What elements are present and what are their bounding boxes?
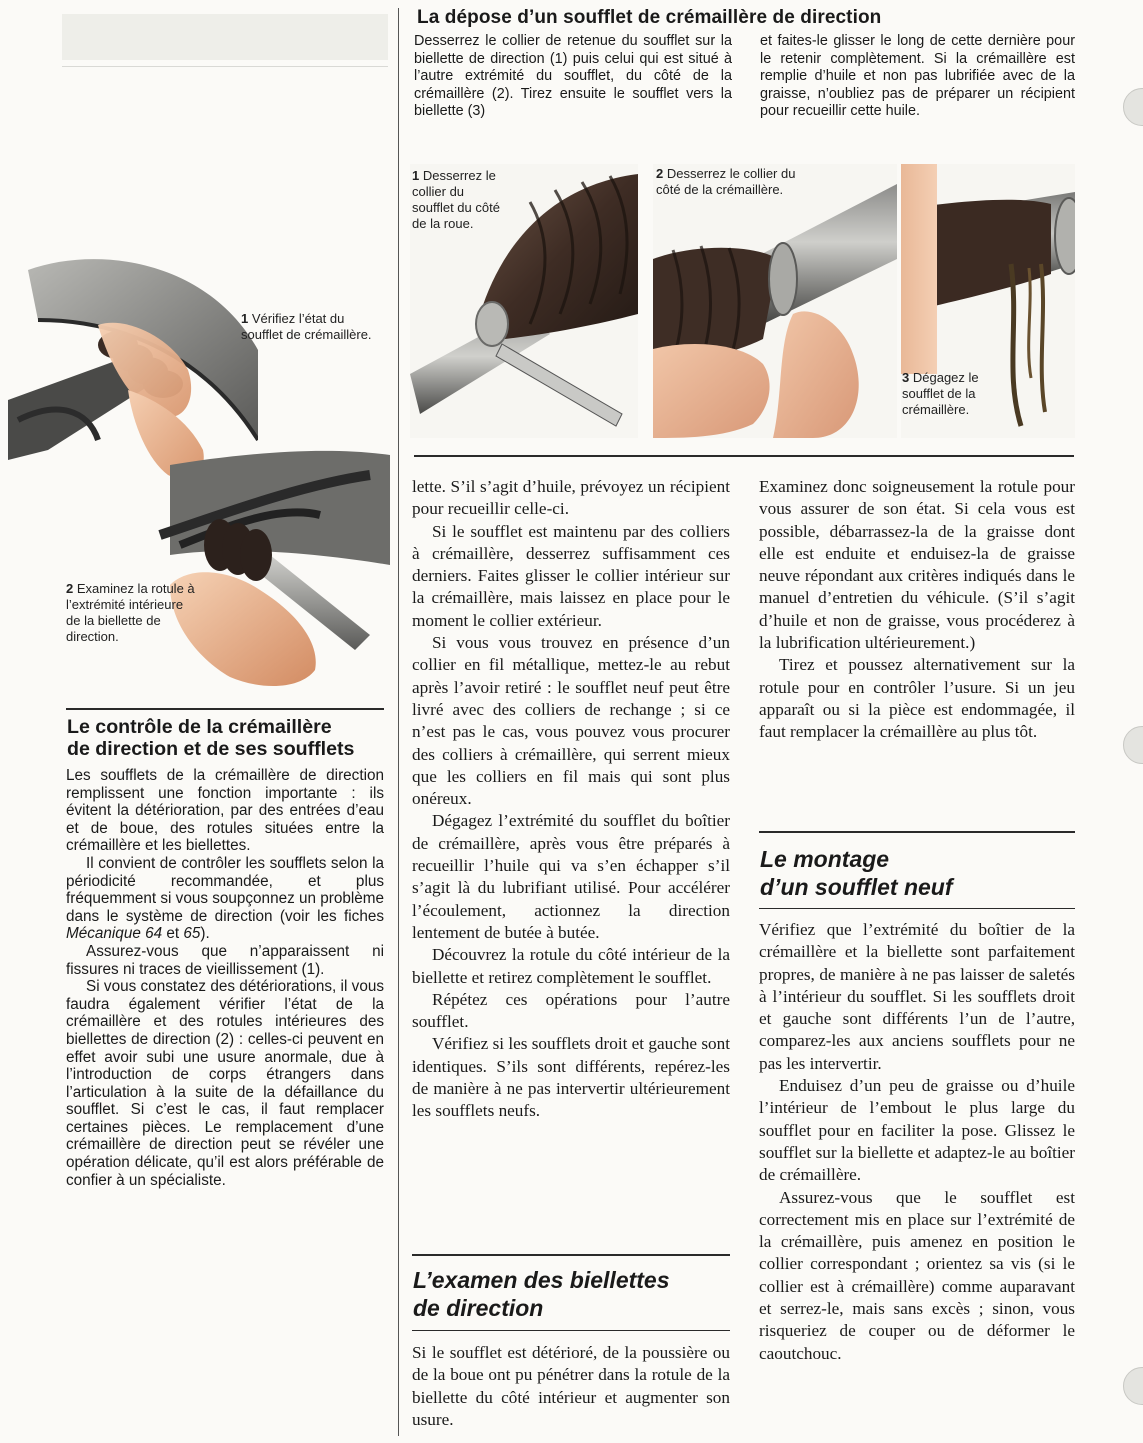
middle-paragraph-5: Découvrez la rotule du côté intérieur de la biellette et retirez complètement le soufflet.: [412, 945, 730, 987]
right-section-rule: [759, 831, 1075, 833]
caption-1-text: Desserrez le collier du soufflet du côté de la roue.: [412, 168, 500, 231]
caption-photo-1: [412, 168, 504, 232]
middle-body: [412, 476, 730, 1123]
left-p2-and: et: [162, 925, 184, 943]
middle-paragraph-3: Si vous vous trouvez en présence d’un collier en fil métallique, mettez-le au rebut après l’avoir retiré : le soufflet neuf peut être livré avec des colliers de rechange ; si ce n’est pas le cas, vous pouvez vous procurer des colliers à crémaillère, qui serrent mieux que les colliers en fil mais qui sont plus onéreux.: [412, 633, 730, 809]
left-paragraph-1: Les soufflets de la crémaillère de direction remplissent une fonction importante : ils évitent la détérioration, par des entrées d’eau et de boue, des rotules situées entre la crémaillère et les biellettes.: [66, 767, 384, 855]
left-section-rule: [66, 708, 384, 710]
binder-hole-middle: [1123, 726, 1143, 764]
middle-paragraph-7: Vérifiez si les soufflets droit et gauche sont identiques. S’ils sont différents, repérez-les de manière à ne pas intervertir ultérieurement les soufflets neufs.: [412, 1034, 730, 1121]
heading-montage: [760, 845, 953, 901]
heading-controle: [67, 716, 354, 760]
heading-examen-line2: de direction: [413, 1295, 544, 1321]
middle-paragraph-1: lette. S’il s’agit d’huile, prévoyez un récipient pour recueillir celle-ci.: [412, 477, 730, 519]
section-title-depose: La dépose d’un soufflet de crémaillère de direction: [417, 7, 882, 28]
heading-controle-line1: Le contrôle de la crémaillère: [67, 716, 332, 738]
intro-col-1: Desserrez le collier de retenue du soufflet sur la biellette de direction (1) puis celui qui est situé à l’autre extrémité du soufflet, du côté de la crémaillère (2). Tirez ensuite le soufflet vers la biellette (3): [414, 33, 732, 119]
left-p2-ref2: 65: [183, 925, 201, 943]
column-divider: [398, 8, 399, 1436]
caption-2-text: Desserrez le collier du côté de la crémaillère.: [656, 166, 796, 197]
photo-strip-rule: [414, 455, 1074, 457]
photo-loosen-rack-clamp: [653, 164, 897, 438]
middle-paragraph-2: Si le soufflet est maintenu par des colliers à crémaillère, desserrez suffisamment ces derniers. Faites glisser le collier intérieur sur la crémaillère, mais laissez en place pour le moment le collier extérieur.: [412, 521, 730, 630]
caption-3-text: Dégagez le soufflet de la crémaillère.: [902, 370, 979, 417]
caption-left-1-text: Vérifiez l’état du soufflet de crémaillère.: [241, 311, 372, 342]
right-paragraph-3: Vérifiez que l’extrémité du boîtier de la crémaillère et la biellette sont parfaitement propres, de manière à ne pas laisser de saletés à l’intérieur du soufflet. Si les soufflets droit et gauche sont différents l’un de l’autre, comparez-les aux anciens soufflets pour ne pas les intervertir.: [759, 920, 1075, 1073]
heading-examen: [413, 1266, 670, 1322]
caption-photo-2: [656, 166, 816, 198]
middle-heading-underline: [412, 1330, 730, 1331]
left-paragraph-2: [66, 855, 384, 943]
middle-paragraph-8: Si le soufflet est détérioré, de la poussière ou de la boue ont pu pénétrer dans la rotule de la biellette du côté intérieur et augmenter son usure.: [412, 1343, 730, 1429]
middle-paragraph-6: Répétez ces opérations pour l’autre soufflet.: [412, 989, 730, 1032]
left-p2-end: ).: [200, 925, 210, 943]
intro-col-2: et faites-le glisser le long de cette dernière pour le retenir complètement. Si la crémaillère est remplie d’huile et non pas lubrifiée avec de la graisse, n’oubliez pas de préparer un récipient pour recueillir cette huile.: [760, 33, 1075, 119]
right-body-2: [759, 919, 1075, 1365]
middle-body-2: [412, 1342, 730, 1431]
caption-left-1-number: 1: [241, 311, 249, 326]
binder-hole-top: [1123, 88, 1143, 126]
caption-left-1: [241, 311, 381, 343]
middle-section-rule: [412, 1254, 730, 1256]
illustration-inspect-ball-joint: [150, 445, 390, 690]
heading-montage-line1: Le montage: [760, 846, 890, 872]
page-header-band: [62, 14, 388, 60]
caption-photo-3: [902, 370, 1022, 418]
binder-hole-bottom: [1123, 1367, 1143, 1405]
caption-left-2: [66, 581, 198, 645]
left-paragraph-3: Assurez-vous que n’apparaissent ni fissures ni traces de vieillissement (1).: [66, 942, 384, 978]
caption-1-number: 1: [412, 168, 420, 183]
left-p2-ref1: Mécanique 64: [66, 925, 163, 943]
left-body: [66, 767, 384, 1189]
right-paragraph-1: Examinez donc soigneusement la rotule pour vous assurer de son état. Si cela vous est possible, débarrassez-la de la graisse dont elle est enduite et enduisez-la de graisse neuve répondant aux critères indiqués dans le manuel d’entretien du véhicule. (S’il s’agit d’huile et non de graisse, vous procéderez à la lubrification ultérieurement.): [759, 477, 1075, 653]
caption-left-2-number: 2: [66, 581, 74, 596]
right-paragraph-5: Assurez-vous que le soufflet est correctement mis en place sur l’extrémité de la crémaillère, puis amenez en position le collier correspondant ; orientez sa vis (si le collier est à crémaillère) comme auparavant et serrez-le, mais sans excès ; sinon, vous risqueriez de couper ou de déformer le caoutchouc.: [759, 1187, 1075, 1363]
header-divider: [62, 66, 388, 67]
caption-2-number: 2: [656, 166, 664, 181]
heading-controle-line2: de direction et de ses soufflets: [67, 738, 355, 760]
heading-examen-line1: L’examen des biellettes: [413, 1267, 670, 1293]
right-paragraph-4: Enduisez d’un peu de graisse ou d’huile l’intérieur de l’embout le plus large du soufflet pour en faciliter la pose. Glissez le soufflet sur la biellette et adaptez-le au boîtier de crémaillère.: [759, 1076, 1075, 1185]
heading-montage-line2: d’un soufflet neuf: [760, 874, 953, 900]
caption-left-2-text: Examinez la rotule à l’extrémité intérieure de la biellette de direction.: [66, 581, 195, 644]
middle-paragraph-4: Dégagez l’extrémité du soufflet du boîtier de crémaillère, après vous être préparés à recueillir l’huile qui va s’en échapper s’il s’agit là du lubrifiant utilisé. Pour accélérer l’écoulement, actionnez la direction lentement de butée à butée.: [412, 811, 730, 942]
right-body: [759, 476, 1075, 744]
left-paragraph-4: Si vous constatez des détériorations, il vous faudra également vérifier l’état de la crémaillère et des rotules intérieures des biellettes de direction (2) : celles-ci peuvent en effet avoir subi une usure anormale, due à l’introduction de corps étrangers dans l’articulation à la suite de la défaillance du soufflet. Si c’est le cas, il faut remplacer certaines pièces. Le remplacement d’une crémaillère de direction peut se révéler une opération délicate, qu’il est alors préférable de confier à un spécialiste.: [66, 978, 384, 1189]
right-heading-underline: [759, 908, 1075, 909]
left-p2-text: Il convient de contrôler les soufflets selon la périodicité recommandée, et plus fréquemment si vous soupçonnez un problème dans le système de direction (voir les fiches: [66, 854, 385, 925]
caption-3-number: 3: [902, 370, 910, 385]
right-paragraph-2: Tirez et poussez alternativement sur la rotule pour en contrôler l’usure. Si un jeu apparaît ou si la pièce est endommagée, il faut remplacer la crémaillère au plus tôt.: [759, 655, 1075, 742]
